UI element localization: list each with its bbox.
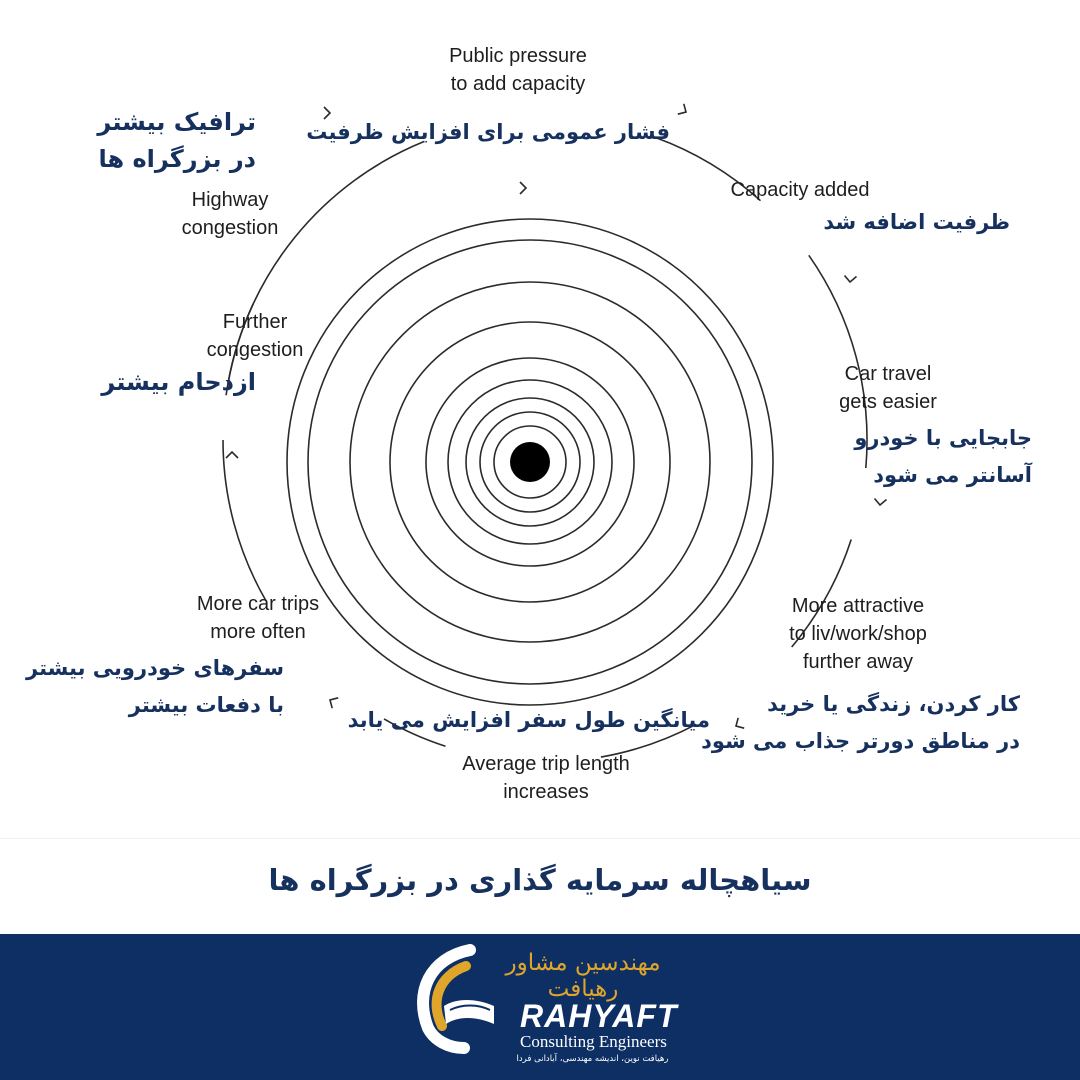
label-highway-congestion-en bbox=[150, 186, 310, 242]
label-line: More car trips bbox=[196, 593, 320, 615]
label-line: میانگین طول سفر افزایش می یابد bbox=[347, 708, 710, 732]
label-line: gets easier bbox=[839, 391, 937, 413]
label-line: more often bbox=[210, 621, 306, 643]
outer-loop-arc bbox=[223, 440, 266, 601]
label-line: فشار عمومی برای افزایش ظرفیت bbox=[306, 120, 670, 144]
label-line: جابجایی با خودرو bbox=[854, 426, 1032, 450]
label-more-trips-fa bbox=[26, 650, 284, 724]
label-more-attractive-fa bbox=[701, 686, 1020, 760]
label-line: در مناطق دورتر جذاب می شود bbox=[701, 729, 1020, 753]
direction-arrow-icon bbox=[844, 275, 856, 282]
label-trip-length-en bbox=[426, 750, 666, 806]
label-further-congestion-fa bbox=[60, 364, 256, 401]
direction-arrow-icon bbox=[678, 104, 689, 117]
label-line: congestion bbox=[206, 339, 304, 361]
title-band bbox=[0, 838, 1080, 935]
label-public-pressure-en bbox=[400, 42, 636, 98]
label-line: congestion bbox=[181, 217, 279, 239]
label-line: با دفعات بیشتر bbox=[128, 693, 284, 717]
label-more-attractive-en bbox=[758, 592, 958, 676]
brand-tagline: رهیافت نوین، اندیشه مهندسی، آبادانی فردا bbox=[516, 1054, 669, 1064]
label-line: ترافیک بیشتر bbox=[97, 108, 256, 136]
brand-name-fa: مهندسین مشاور رهیافت bbox=[505, 950, 661, 1002]
label-line: to liv/work/shop bbox=[789, 623, 927, 645]
page-title: سیاهچاله سرمایه گذاری در بزرگراه ها bbox=[268, 863, 812, 897]
label-line: Car travel bbox=[844, 363, 932, 385]
direction-arrow-icon bbox=[327, 695, 338, 708]
label-line: در بزرگراه ها bbox=[98, 145, 256, 173]
label-line: ازدحام بیشتر bbox=[101, 368, 256, 396]
label-line: آسانتر می شود bbox=[873, 463, 1032, 487]
label-line: increases bbox=[503, 781, 589, 803]
label-car-travel-fa bbox=[820, 420, 1032, 494]
label-line: ظرفیت اضافه شد bbox=[823, 210, 1010, 234]
label-capacity-added-fa bbox=[800, 204, 1010, 241]
label-capacity-added-en bbox=[700, 176, 900, 204]
direction-arrow-icon bbox=[226, 452, 238, 458]
label-line: Further bbox=[222, 311, 288, 333]
label-highway-congestion-fa bbox=[60, 104, 256, 178]
direction-arrow-icon bbox=[874, 498, 886, 505]
label-line: Highway bbox=[191, 189, 269, 211]
label-line: سفرهای خودرویی بیشتر bbox=[26, 656, 284, 680]
label-line: کار کردن، زندگی یا خرید bbox=[767, 692, 1020, 716]
center-black-hole bbox=[510, 442, 550, 482]
label-line: More attractive bbox=[791, 595, 925, 617]
brand-name-en: RAHYAFT bbox=[520, 998, 678, 1034]
label-more-trips-en bbox=[168, 590, 348, 646]
label-line: Public pressure bbox=[449, 45, 587, 67]
brand-subtitle: Consulting Engineers bbox=[520, 1032, 667, 1051]
label-line: Capacity added bbox=[730, 179, 870, 201]
label-line: to add capacity bbox=[450, 73, 586, 95]
label-line: further away bbox=[802, 651, 914, 673]
direction-arrow-icon bbox=[520, 182, 526, 194]
label-trip-length-fa bbox=[347, 702, 710, 739]
label-further-congestion-en bbox=[190, 308, 320, 364]
label-car-travel-en bbox=[808, 360, 968, 416]
label-public-pressure-fa bbox=[306, 114, 670, 151]
label-line: Average trip length bbox=[462, 753, 630, 775]
